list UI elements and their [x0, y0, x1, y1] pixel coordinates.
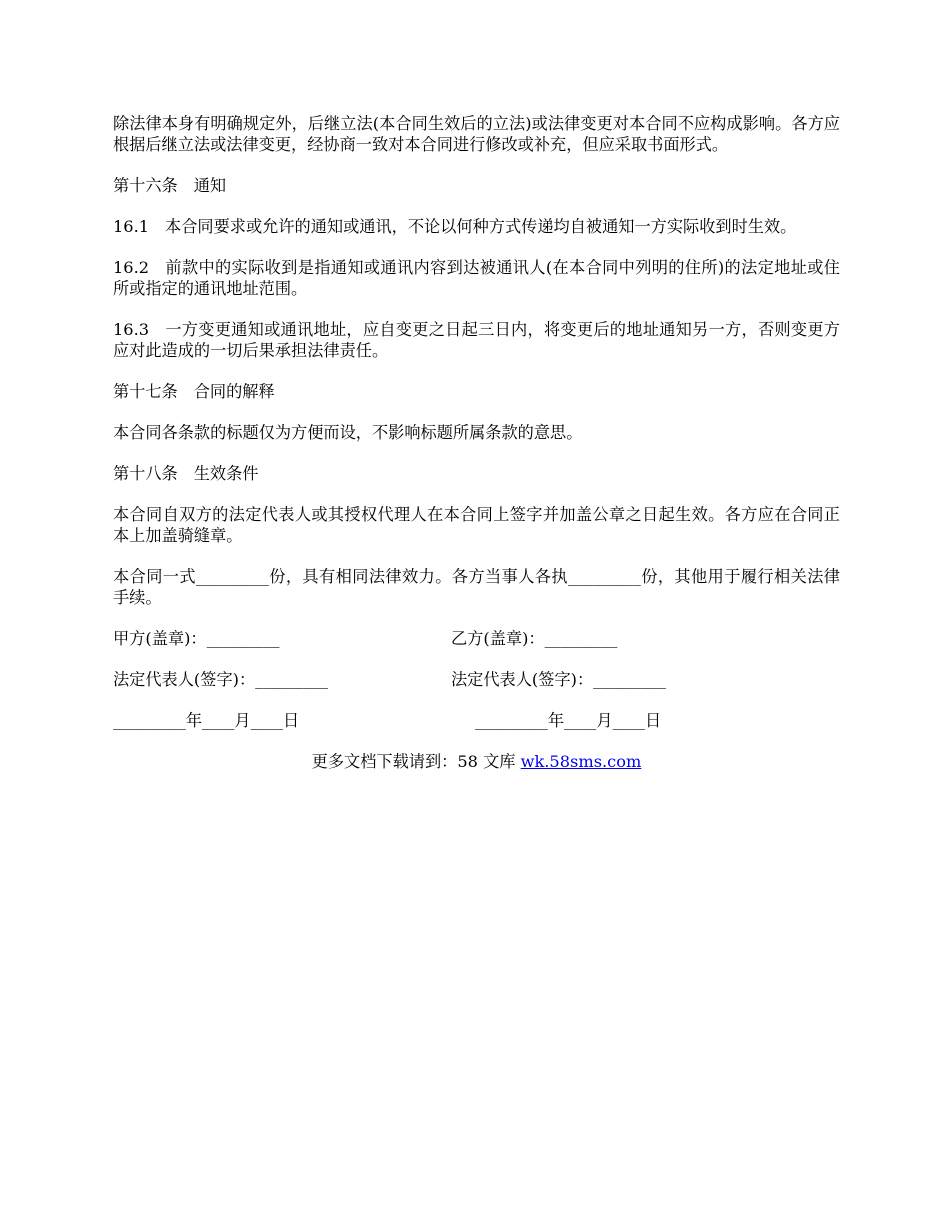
party-a-date: _________年____月____日 [113, 711, 300, 730]
document-page [113, 113, 840, 772]
clause-16-2-number: 16.2 [113, 258, 150, 277]
article-16-number: 第十六条 [113, 176, 178, 195]
footer-prefix: 更多文档下载请到：58 文库 [311, 752, 521, 771]
article-18-heading [113, 463, 840, 484]
representative-row [113, 669, 840, 690]
article-18-title: 生效条件 [193, 464, 259, 483]
clause-16-1-number: 16.1 [113, 217, 150, 236]
article-16-title: 通知 [193, 176, 227, 195]
clause-16-3-number: 16.3 [113, 320, 150, 339]
article-17-title: 合同的解释 [193, 382, 275, 401]
footer-download-note [113, 751, 840, 772]
article-17-number: 第十七条 [113, 382, 178, 401]
paragraph-effective-condition: 本合同自双方的法定代表人或其授权代理人在本合同上签字并加盖公章之日起生效。各方应在合同正本上加盖骑缝章。 [113, 505, 840, 545]
clause-16-1-text: 本合同要求或允许的通知或通讯，不论以何种方式传递均自被通知一方实际收到时生效。 [165, 217, 797, 236]
clause-16-2 [113, 257, 840, 299]
party-b-representative: 法定代表人(签字)：_________ [451, 670, 666, 689]
clause-16-3 [113, 319, 840, 361]
clause-16-2-text: 前款中的实际收到是指通知或通讯内容到达被通讯人(在本合同中列明的住所)的法定地址或住所或指定的通讯地址范围。 [113, 258, 840, 298]
seal-row [113, 628, 840, 649]
paragraph-subsequent-legislation: 除法律本身有明确规定外，后继立法(本合同生效后的立法)或法律变更对本合同不应构成影响。各方应根据后继立法或法律变更，经协商一致对本合同进行修改或补充，但应采取书面形式。 [113, 114, 840, 154]
party-a-seal: 甲方(盖章)：_________ [113, 629, 280, 648]
party-a-representative: 法定代表人(签字)：_________ [113, 670, 328, 689]
article-17-heading [113, 381, 840, 402]
article-18-number: 第十八条 [113, 464, 178, 483]
article-16-heading [113, 175, 840, 196]
footer-link[interactable]: wk.58sms.com [520, 752, 642, 771]
paragraph-article-17: 本合同各条款的标题仅为方便而设，不影响标题所属条款的意思。 [113, 423, 583, 442]
party-b-date: _________年____月____日 [475, 711, 662, 730]
clause-16-1 [113, 216, 840, 237]
paragraph-copies: 本合同一式_________份，具有相同法律效力。各方当事人各执_________份，其他用于履行相关法律手续。 [113, 567, 840, 607]
date-row [113, 710, 840, 731]
clause-16-3-text: 一方变更通知或通讯地址，应自变更之日起三日内，将变更后的地址通知另一方，否则变更方应对此造成的一切后果承担法律责任。 [113, 320, 840, 360]
party-b-seal: 乙方(盖章)：_________ [451, 629, 618, 648]
